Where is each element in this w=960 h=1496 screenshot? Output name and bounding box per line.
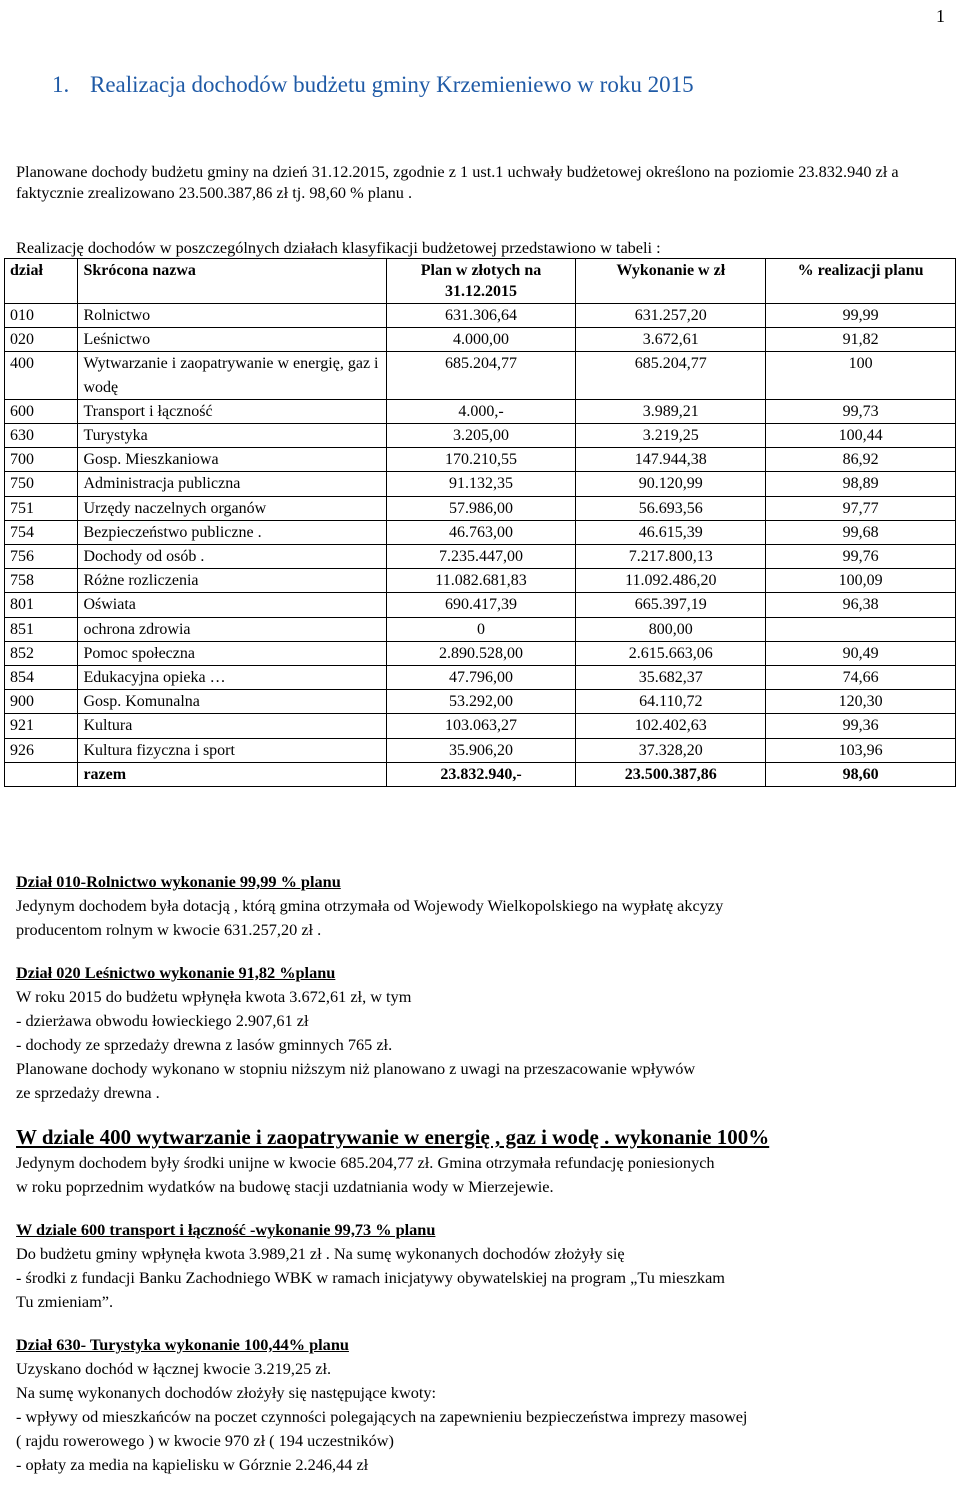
cell-realizacja: 99,99 <box>766 304 956 328</box>
cell-dzial: 020 <box>5 328 78 352</box>
cell-dzial: 754 <box>5 520 78 544</box>
section-line: - dzierżawa obwodu łowieckiego 2.907,61 zł <box>16 1011 309 1030</box>
table-row <box>5 593 956 617</box>
cell-nazwa: Leśnictwo <box>78 328 386 352</box>
section-line: - środki z fundacji Banku Zachodniego WBK w ramach inicjatywy obywatelskiej na program „Tu mieszkam <box>16 1268 725 1287</box>
cell-nazwa: Turystyka <box>78 424 386 448</box>
page-number: 1 <box>936 6 945 26</box>
cell-nazwa: Kultura <box>78 714 386 738</box>
cell-plan: 4.000,00 <box>386 328 576 352</box>
cell-plan: 53.292,00 <box>386 690 576 714</box>
table-total-row <box>5 762 956 786</box>
cell-plan: 0 <box>386 617 576 641</box>
cell-dzial: 854 <box>5 666 78 690</box>
table-row <box>5 472 956 496</box>
cell-wykonanie: 46.615,39 <box>576 520 766 544</box>
cell-plan: 7.235.447,00 <box>386 545 576 569</box>
cell-nazwa: Gosp. Mieszkaniowa <box>78 448 386 472</box>
cell-realizacja <box>766 617 956 641</box>
cell-dzial: 926 <box>5 738 78 762</box>
cell-realizacja: 120,30 <box>766 690 956 714</box>
cell-wykonanie: 665.397,19 <box>576 593 766 617</box>
cell-dzial: 852 <box>5 641 78 665</box>
section-line: - opłaty za media na kąpielisku w Górznie 2.246,44 zł <box>16 1455 369 1474</box>
section <box>16 870 946 942</box>
table-row <box>5 714 956 738</box>
cell-nazwa: Bezpieczeństwo publiczne . <box>78 520 386 544</box>
cell-dzial: 630 <box>5 424 78 448</box>
table-row <box>5 304 956 328</box>
cell-nazwa: Wytwarzanie i zaopatrywanie w energię, gaz i wodę <box>78 352 386 399</box>
cell-nazwa: Transport i łączność <box>78 399 386 423</box>
cell-nazwa: Pomoc społeczna <box>78 641 386 665</box>
section <box>16 1218 946 1314</box>
cell-realizacja: 100 <box>766 352 956 399</box>
cell-wykonanie: 3.672,61 <box>576 328 766 352</box>
table-row <box>5 545 956 569</box>
table-row <box>5 641 956 665</box>
section-line: Jedynym dochodem była dotacją , którą gmina otrzymała od Wojewody Wielkopolskiego na wypłatę akcyzy <box>16 896 724 915</box>
cell-wykonanie: 685.204,77 <box>576 352 766 399</box>
cell-realizacja: 96,38 <box>766 593 956 617</box>
cell-wykonanie: 800,00 <box>576 617 766 641</box>
cell-dzial: 801 <box>5 593 78 617</box>
section-line: ze sprzedaży drewna . <box>16 1083 160 1102</box>
table-row <box>5 399 956 423</box>
cell-nazwa: Administracja publiczna <box>78 472 386 496</box>
cell-nazwa: Różne rozliczenia <box>78 569 386 593</box>
cell-dzial: 400 <box>5 352 78 399</box>
cell-wykonanie: 2.615.663,06 <box>576 641 766 665</box>
cell-wykonanie: 64.110,72 <box>576 690 766 714</box>
section-heading: Dział 020 Leśnictwo wykonanie 91,82 %planu <box>16 963 336 982</box>
cell-nazwa: Oświata <box>78 593 386 617</box>
cell-wykonanie: 35.682,37 <box>576 666 766 690</box>
title-text: Realizacja dochodów budżetu gminy Krzemieniewo w roku 2015 <box>90 72 694 97</box>
cell-nazwa: Rolnictwo <box>78 304 386 328</box>
cell-realizacja: 99,76 <box>766 545 956 569</box>
cell-realizacja: 90,49 <box>766 641 956 665</box>
cell-realizacja: 99,36 <box>766 714 956 738</box>
cell-realizacja: 86,92 <box>766 448 956 472</box>
section-line: w roku poprzednim wydatków na budowę stacji uzdatniania wody w Mierzejewie. <box>16 1177 554 1196</box>
cell-plan: 103.063,27 <box>386 714 576 738</box>
section-line: Uzyskano dochód w łącznej kwocie 3.219,25 zł. <box>16 1359 332 1378</box>
section-line: ( rajdu rowerowego ) w kwocie 970 zł ( 194 uczestników) <box>16 1431 394 1450</box>
cell-wykonanie: 631.257,20 <box>576 304 766 328</box>
cell-plan: 170.210,55 <box>386 448 576 472</box>
cell-dzial: 758 <box>5 569 78 593</box>
table-row <box>5 448 956 472</box>
section <box>16 1124 946 1199</box>
table-row <box>5 520 956 544</box>
cell-nazwa: ochrona zdrowia <box>78 617 386 641</box>
cell-realizacja: 99,68 <box>766 520 956 544</box>
section-descriptions <box>16 870 946 1496</box>
table-row <box>5 690 956 714</box>
total-dzial <box>5 762 78 786</box>
section-line: Planowane dochody wykonano w stopniu niższym niż planowano z uwagi na przeszacowanie wpływów <box>16 1059 696 1078</box>
section <box>16 961 946 1105</box>
cell-plan: 690.417,39 <box>386 593 576 617</box>
table-row <box>5 738 956 762</box>
cell-nazwa: Dochody od osób . <box>78 545 386 569</box>
cell-dzial: 600 <box>5 399 78 423</box>
cell-plan: 35.906,20 <box>386 738 576 762</box>
cell-realizacja: 99,73 <box>766 399 956 423</box>
cell-nazwa: Kultura fizyczna i sport <box>78 738 386 762</box>
cell-realizacja: 103,96 <box>766 738 956 762</box>
header-realizacja: % realizacji planu <box>766 259 956 304</box>
cell-wykonanie: 90.120,99 <box>576 472 766 496</box>
cell-plan: 91.132,35 <box>386 472 576 496</box>
section-heading: W dziale 600 transport i łączność -wykonanie 99,73 % planu <box>16 1220 436 1239</box>
cell-wykonanie: 102.402,63 <box>576 714 766 738</box>
table-row <box>5 352 956 399</box>
cell-realizacja: 91,82 <box>766 328 956 352</box>
cell-wykonanie: 7.217.800,13 <box>576 545 766 569</box>
cell-plan: 46.763,00 <box>386 520 576 544</box>
section-line: Na sumę wykonanych dochodów złożyły się następujące kwoty: <box>16 1383 437 1402</box>
income-table <box>4 258 956 787</box>
table-header-row <box>5 259 956 304</box>
section-heading: W dziale 400 wytwarzanie i zaopatrywanie w energię , gaz i wodę . wykonanie 100% <box>16 1125 770 1149</box>
cell-dzial: 756 <box>5 545 78 569</box>
table-caption: Realizację dochodów w poszczególnych działach klasyfikacji budżetowej przedstawiono w tabeli : <box>16 238 661 257</box>
cell-realizacja: 98,89 <box>766 472 956 496</box>
table-body <box>5 304 956 787</box>
intro-paragraph: Planowane dochody budżetu gminy na dzień 31.12.2015, zgodnie z 1 ust.1 uchwały budżetowej określono na poziomie 23.832.940 zł a faktycznie zrealizowano 23.500.387,86 zł tj. 98,60 % planu . <box>16 162 899 202</box>
section-heading: Dział 630- Turystyka wykonanie 100,44% planu <box>16 1335 349 1354</box>
table-row <box>5 569 956 593</box>
table-row <box>5 617 956 641</box>
cell-plan: 11.082.681,83 <box>386 569 576 593</box>
section-line: W roku 2015 do budżetu wpłynęła kwota 3.672,61 zł, w tym <box>16 987 412 1006</box>
table-row <box>5 496 956 520</box>
section <box>16 1333 946 1477</box>
header-plan: Plan w złotych na 31.12.2015 <box>386 259 576 304</box>
cell-plan: 4.000,- <box>386 399 576 423</box>
cell-realizacja: 74,66 <box>766 666 956 690</box>
cell-wykonanie: 3.989,21 <box>576 399 766 423</box>
cell-dzial: 700 <box>5 448 78 472</box>
section-line: producentom rolnym w kwocie 631.257,20 zł . <box>16 920 322 939</box>
cell-wykonanie: 147.944,38 <box>576 448 766 472</box>
cell-dzial: 750 <box>5 472 78 496</box>
section-line: - wpływy od mieszkańców na poczet czynności polegających na zapewnieniu bezpieczeństwa imprezy masowej <box>16 1407 748 1426</box>
cell-plan: 47.796,00 <box>386 666 576 690</box>
cell-plan: 685.204,77 <box>386 352 576 399</box>
section-line: Jedynym dochodem były środki unijne w kwocie 685.204,77 zł. Gmina otrzymała refundację poniesionych <box>16 1153 715 1172</box>
cell-dzial: 010 <box>5 304 78 328</box>
cell-nazwa: Urzędy naczelnych organów <box>78 496 386 520</box>
section-line: Do budżetu gminy wpłynęła kwota 3.989,21 zł . Na sumę wykonanych dochodów złożyły się <box>16 1244 625 1263</box>
cell-realizacja: 100,09 <box>766 569 956 593</box>
header-dzial: dział <box>5 259 78 304</box>
total-realizacja: 98,60 <box>766 762 956 786</box>
cell-dzial: 900 <box>5 690 78 714</box>
cell-wykonanie: 56.693,56 <box>576 496 766 520</box>
cell-dzial: 751 <box>5 496 78 520</box>
cell-plan: 2.890.528,00 <box>386 641 576 665</box>
section-line: - dochody ze sprzedaży drewna z lasów gminnych 765 zł. <box>16 1035 393 1054</box>
cell-dzial: 921 <box>5 714 78 738</box>
cell-wykonanie: 37.328,20 <box>576 738 766 762</box>
table-row <box>5 666 956 690</box>
section-line: Tu zmieniam”. <box>16 1292 114 1311</box>
cell-plan: 631.306,64 <box>386 304 576 328</box>
cell-plan: 3.205,00 <box>386 424 576 448</box>
title-number: 1. <box>52 72 70 97</box>
table-row <box>5 424 956 448</box>
cell-realizacja: 97,77 <box>766 496 956 520</box>
cell-wykonanie: 3.219,25 <box>576 424 766 448</box>
total-plan: 23.832.940,- <box>386 762 576 786</box>
document-title <box>52 72 694 98</box>
section-heading: Dział 010-Rolnictwo wykonanie 99,99 % planu <box>16 872 341 891</box>
cell-nazwa: Edukacyjna opieka … <box>78 666 386 690</box>
cell-realizacja: 100,44 <box>766 424 956 448</box>
header-nazwa: Skrócona nazwa <box>78 259 386 304</box>
cell-wykonanie: 11.092.486,20 <box>576 569 766 593</box>
cell-plan: 57.986,00 <box>386 496 576 520</box>
cell-nazwa: Gosp. Komunalna <box>78 690 386 714</box>
cell-dzial: 851 <box>5 617 78 641</box>
table-row <box>5 328 956 352</box>
total-nazwa: razem <box>78 762 386 786</box>
header-wykonanie: Wykonanie w zł <box>576 259 766 304</box>
total-wykonanie: 23.500.387,86 <box>576 762 766 786</box>
